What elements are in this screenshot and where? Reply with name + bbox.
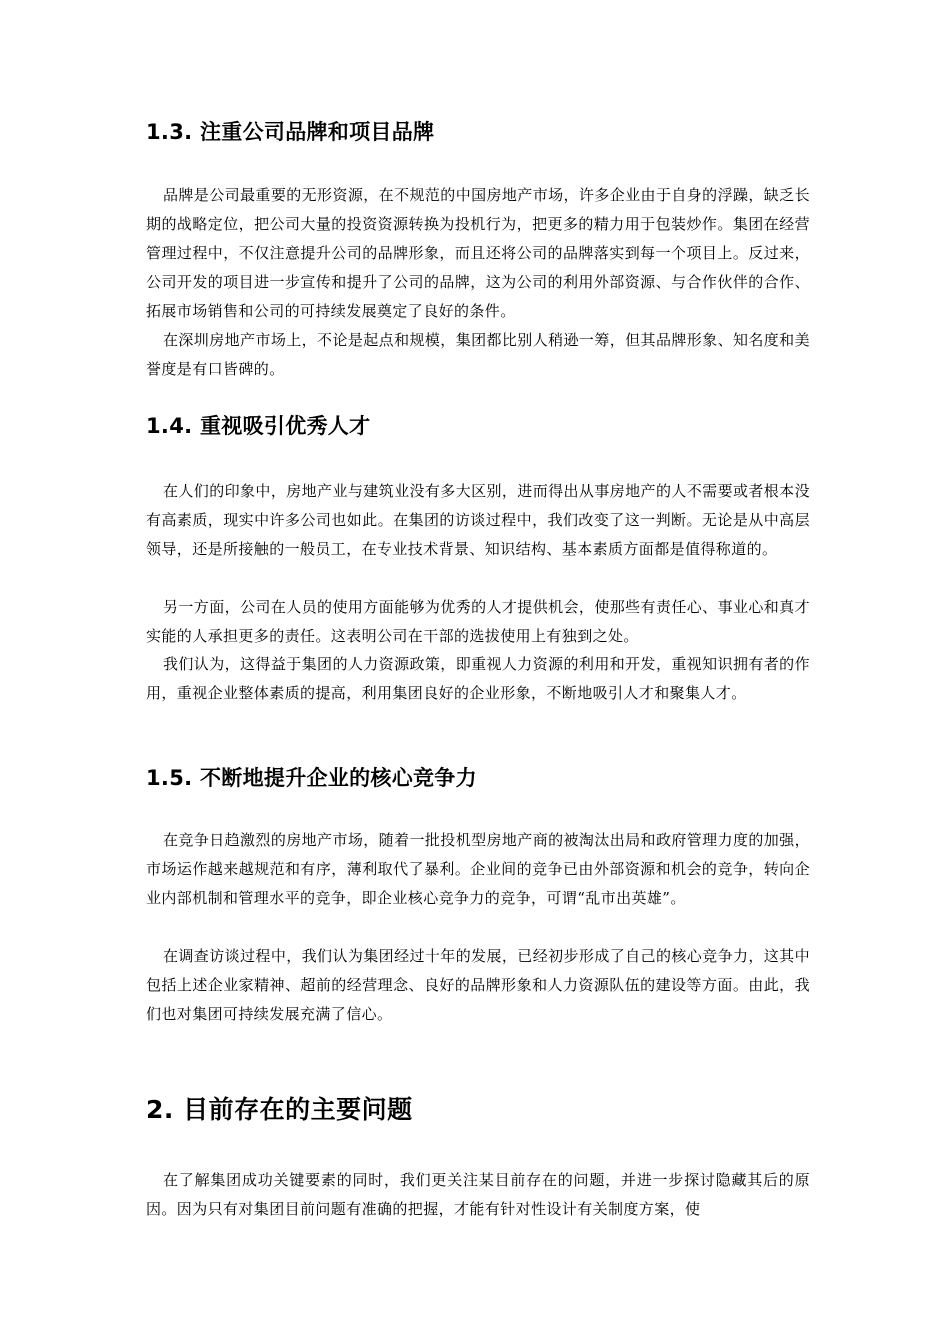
paragraph: 我们认为，这得益于集团的人力资源政策，即重视人力资源的利用和开发，重视知识拥有者的作用，重视企业整体素质的提高，利用集团良好的企业形象，不断地吸引人才和聚集人才。 [146,655,810,702]
paragraph: 在了解集团成功关键要素的同时，我们更关注某目前存在的问题，并进一步探讨隐藏其后的原因。因为只有对集团目前问题有准确的把握，才能有针对性设计有关制度方案，使 [146,1171,810,1218]
chapter-heading-2: 2. 目前存在的主要问题 [146,1095,413,1124]
paragraph: 在调查访谈过程中，我们认为集团经过十年的发展，已经初步形成了自己的核心竞争力，这其中包括上述企业家精神、超前的经营理念、良好的品牌形象和人力资源队伍的建设等方面。由此，我们也对集团可持续发展充满了信心。 [146,947,810,1023]
section-heading-1-3: 1.3. 注重公司品牌和项目品牌 [146,120,435,144]
paragraph: 另一方面，公司在人员的使用方面能够为优秀的人才提供机会，使那些有责任心、事业心和真才实能的人承担更多的责任。这表明公司在干部的选拔使用上有独到之处。 [146,598,810,645]
section-heading-1-5: 1.5. 不断地提升企业的核心竞争力 [146,766,477,790]
section-heading-1-4: 1.4. 重视吸引优秀人才 [146,414,371,438]
paragraph: 在人们的印象中，房地产业与建筑业没有多大区别，进而得出从事房地产的人不需要或者根本没有高素质，现实中许多公司也如此。在集团的访谈过程中，我们改变了这一判断。无论是从中高层领导，还是所接触的一般员工，在专业技术背景、知识结构、基本素质方面都是值得称道的。 [146,482,810,558]
paragraph: 在竞争日趋激烈的房地产市场，随着一批投机型房地产商的被淘汰出局和政府管理力度的加强，市场运作越来越规范和有序，薄利取代了暴利。企业间的竞争已由外部资源和机会的竞争，转向企业内部机制和管理水平的竞争，即企业核心竞争力的竞争，可谓“乱市出英雄”。 [146,831,810,907]
paragraph: 在深圳房地产市场上，不论是起点和规模，集团都比别人稍逊一筹，但其品牌形象、知名度和美誉度是有口皆碑的。 [146,331,810,378]
paragraph: 品牌是公司最重要的无形资源，在不规范的中国房地产市场，许多企业由于自身的浮躁，缺乏长期的战略定位，把公司大量的投资资源转换为投机行为，把更多的精力用于包装炒作。集团在经营管理过程中，不仅注意提升公司的品牌形象，而且还将公司的品牌落实到每一个项目上。反过来，公司开发的项目进一步宣传和提升了公司的品牌，这为公司的利用外部资源、与合作伙伴的合作、拓展市场销售和公司的可持续发展奠定了良好的条件。 [146,186,810,320]
